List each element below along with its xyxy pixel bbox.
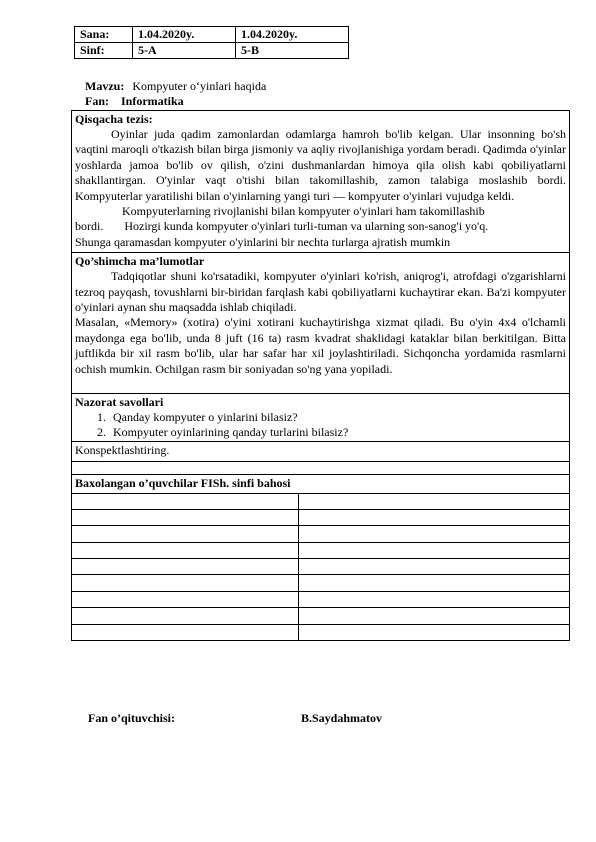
class-a: 5-A (133, 43, 236, 59)
table-row (75, 43, 349, 59)
empty-row (72, 462, 569, 475)
header-table (74, 26, 349, 59)
table-row (72, 591, 569, 607)
lesson-plan-table (71, 110, 570, 641)
questions-list (75, 410, 566, 439)
summary-paragraph: Kompyuterlarning rivojlanishi bilan kompyuter o'yinlari ham takomillashib (122, 204, 485, 219)
summary-paragraph: Oyinlar juda qadim zamonlardan odamlarga hamroh bo'lib kelgan. Ular insonning bo'sh vaqtini maroqli o'tkazish bilan birga jismoniy va aqliy rivojlanishiga yordam beradi. Qadimda o'yinlar yoshlarda jamoa bo'lib ov qilish, o'zini dushmanlardan himoya qila olish kabi qobiliyatlarni shakllantirgan. O'yinlar vaqt o'tishi bilan takomillashib, zamon talabiga moslashib bordi. Kompyuterlar yaratilishi bilan o'yinlarning yangi turi — kompyuter o'yinlari vujudga keldi. (75, 127, 566, 203)
summary-paragraph: Shunga qaramasdan kompyuter o'yinlarini bir nechta turlarga ajratish mumkin (75, 234, 451, 249)
teacher-label: Fan o’qituvchisi: (88, 711, 176, 725)
date-class-a: 1.04.2020y. (133, 27, 236, 43)
teacher-name: B.Saydahmatov (301, 711, 383, 725)
additional-info-paragraph: Masalan, «Memory» (xotira) o'yini xotirani kuchaytirishga xizmat qiladi. Bu o'yin 4x4 o'lchamli maydonga ega bo'lib, unda 8 juft (16 ta) rasm kvadrat shaklidagi kataklar bilan berkitilgan. Bitta juftlikda bir xil rasm bo'lib, ular har safar har xil joylashtiriladi. Sichqoncha yordamida rasmlarni ochish mumkin. Ochilgan rasm bir soniyadan so'ng yana yopiladi. (75, 315, 566, 376)
additional-info-section (72, 253, 569, 394)
control-questions-title: Nazorat savollari (75, 395, 164, 410)
topic-value: Kompyuter o‘yinlari haqida (132, 79, 267, 93)
grades-title: Baxolangan o’quvchilar FISh. sinfi bahosi (72, 475, 569, 494)
additional-info-title: Qo’shimcha ma’lumotlar (75, 254, 205, 269)
teacher-signature-line (88, 711, 383, 726)
note-section (72, 442, 569, 461)
summary-title: Qisqacha tezis: (75, 112, 153, 126)
table-row (72, 608, 569, 624)
table-row (75, 27, 349, 43)
table-row (72, 542, 569, 558)
list-item: 2. Kompyuter oyinlarining qanday turlarini bilasiz? (109, 425, 566, 440)
list-item: 1. Qanday kompyuter o yinlarini bilasiz? (109, 410, 566, 425)
date-class-b: 1.04.2020y. (236, 27, 349, 43)
table-row (72, 624, 569, 640)
topic-line (85, 79, 266, 94)
table-row (72, 509, 569, 525)
date-label: Sana: (75, 27, 133, 43)
table-row (72, 559, 569, 575)
table-row (72, 494, 569, 510)
additional-info-paragraph: Tadqiqotlar shuni ko'rsatadiki, kompyuter o'yinlari ko'rish, aniqrog'i, atrofdagi o'zgarishlarni tezroq payqash, tovushlarni bir-biridan farqlash kabi qobiliyatlarni kuchaytirar ekan. Ba'zi kompyuter o'yinlari aynan shu maqsadda ishlab chiqiladi. (75, 269, 566, 315)
subject-line (85, 94, 184, 109)
class-label: Sinf: (75, 43, 133, 59)
control-questions-section (72, 394, 569, 442)
grades-table (72, 494, 569, 641)
note-text: Konspektlashtiring. (75, 443, 170, 458)
subject-value: Informatika (121, 94, 184, 108)
topic-label: Mavzu: (85, 79, 125, 93)
subject-label: Fan: (85, 94, 109, 108)
table-row (72, 575, 569, 591)
summary-paragraph: bordi. Hozirgi kunda kompyuter o'yinlari turli-tuman va ularning son-sanog'i yo'q. (75, 219, 489, 234)
summary-section (72, 111, 569, 253)
class-b: 5-B (236, 43, 349, 59)
table-row (72, 526, 569, 542)
